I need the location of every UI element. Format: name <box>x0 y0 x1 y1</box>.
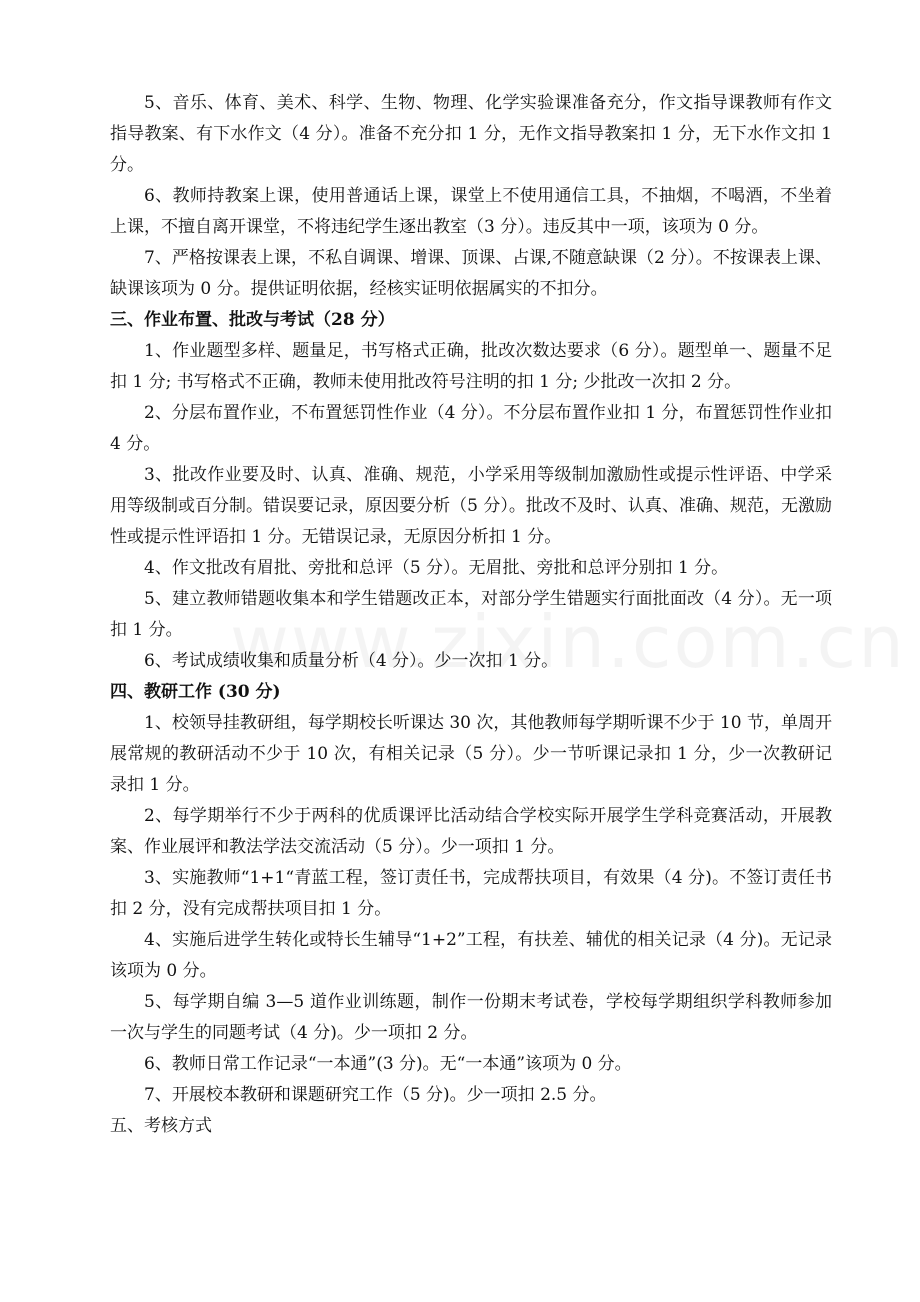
paragraph-research-2: 2、每学期举行不少于两科的优质课评比活动结合学校实际开展学生学科竞赛活动，开展教案、作业展评和教法学法交流活动（5 分）。少一项扣 1 分。 <box>110 806 832 857</box>
paragraph-homework-4: 4、作文批改有眉批、旁批和总评（5 分）。无眉批、旁批和总评分别扣 1 分。 <box>144 558 729 578</box>
section-heading-assessment: 五、考核方式 <box>110 1116 212 1136</box>
paragraph-homework-6: 6、考试成绩收集和质量分析（4 分）。少一次扣 1 分。 <box>144 651 559 671</box>
paragraph-research-3: 3、实施教师“1+1“青蓝工程，签订责任书，完成帮扶项目，有效果（4 分)。不签订责任书扣 2 分，没有完成帮扶项目扣 1 分。 <box>110 868 832 919</box>
section-heading-homework: 三、作业布置、批改与考试（28 分） <box>110 310 395 330</box>
section-heading-research: 四、教研工作 (30 分) <box>110 682 281 702</box>
paragraph-homework-1: 1、作业题型多样、题量足，书写格式正确，批改次数达要求（6 分）。题型单一、题量不足扣 1 分; 书写格式不正确，教师未使用批改符号注明的扣 1 分; 少批改一次扣 2 分。 <box>110 341 832 392</box>
paragraph-research-7: 7、开展校本教研和课题研究工作（5 分)。少一项扣 2.5 分。 <box>144 1085 607 1105</box>
paragraph-item-5: 5、音乐、体育、美术、科学、生物、物理、化学实验课准备充分，作文指导课教师有作文指导教案、有下水作文（4 分）。准备不充分扣 1 分，无作文指导教案扣 1 分，无下水作文扣 1 分。 <box>110 93 832 175</box>
paragraph-item-6: 6、教师持教案上课，使用普通话上课，课堂上不使用通信工具，不抽烟，不喝酒，不坐着上课，不擅自离开课堂，不将违纪学生逐出教室（3 分）。违反其中一项，该项为 0 分。 <box>110 186 832 237</box>
paragraph-research-5: 5、每学期自编 3—5 道作业训练题，制作一份期末考试卷，学校每学期组织学科教师参加一次与学生的同题考试（4 分)。少一项扣 2 分。 <box>110 992 832 1043</box>
document-page <box>110 88 832 1142</box>
paragraph-item-7: 7、严格按课表上课，不私自调课、增课、顶课、占课,不随意缺课（2 分）。不按课表上课、缺课该项为 0 分。提供证明依据，经核实证明依据属实的不扣分。 <box>110 248 832 299</box>
paragraph-research-1: 1、校领导挂教研组，每学期校长听课达 30 次，其他教师每学期听课不少于 10 节，单周开展常规的教研活动不少于 10 次，有相关记录（5 分）。少一节听课记录扣 1 分，少一次教研记录扣 1 分。 <box>110 713 832 795</box>
paragraph-research-4: 4、实施后进学生转化或特长生辅导“1+2”工程，有扶差、辅优的相关记录（4 分)。无记录该项为 0 分。 <box>110 930 832 981</box>
paragraph-research-6: 6、教师日常工作记录“一本通”(3 分)。无“一本通”该项为 0 分。 <box>144 1054 632 1074</box>
paragraph-homework-3: 3、批改作业要及时、认真、准确、规范，小学采用等级制加激励性或提示性评语、中学采用等级制或百分制。错误要记录，原因要分析（5 分）。批改不及时、认真、准确、规范，无激励性或提示性评语扣 1 分。无错误记录，无原因分析扣 1 分。 <box>110 465 832 547</box>
paragraph-homework-2: 2、分层布置作业，不布置惩罚性作业（4 分）。不分层布置作业扣 1 分，布置惩罚性作业扣 4 分。 <box>110 403 832 454</box>
paragraph-homework-5: 5、建立教师错题收集本和学生错题改正本，对部分学生错题实行面批面改（4 分）。无一项扣 1 分。 <box>110 589 832 640</box>
